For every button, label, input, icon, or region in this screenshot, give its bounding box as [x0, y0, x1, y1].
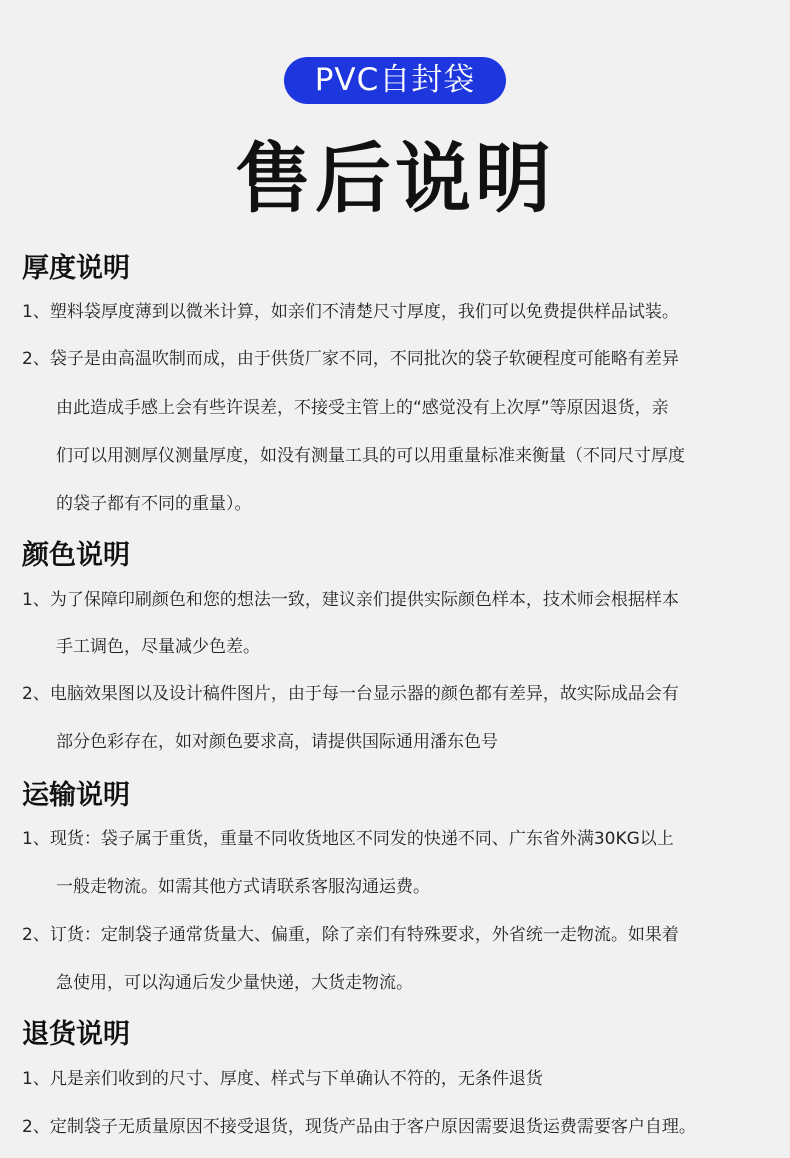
section-heading-shipping: 运输说明	[22, 780, 130, 811]
shipping-line-1: 1、现货：袋子属于重货，重量不同收货地区不同发的快递不同、广东省外满30KG以上	[22, 829, 674, 849]
section-heading-returns: 退货说明	[22, 1019, 130, 1050]
section-heading-thickness: 厚度说明	[22, 253, 130, 284]
section-heading-color: 颜色说明	[22, 540, 130, 571]
returns-line-1: 1、凡是亲们收到的尺寸、厚度、样式与下单确认不符的，无条件退货	[22, 1069, 543, 1089]
thickness-line-1: 1、塑料袋厚度薄到以微米计算，如亲们不清楚尺寸厚度，我们可以免费提供样品试装。	[22, 302, 679, 322]
page-title: 售后说明	[235, 134, 555, 223]
thickness-line-5: 的袋子都有不同的重量）。	[56, 494, 252, 514]
thickness-line-2: 2、袋子是由高温吹制而成，由于供货厂家不同，不同批次的袋子软硬程度可能略有差异	[22, 349, 679, 369]
returns-line-2: 2、定制袋子无质量原因不接受退货，现货产品由于客户原因需要退货运费需要客户自理。	[22, 1117, 696, 1137]
thickness-line-3: 由此造成手感上会有些许误差，不接受主管上的“感觉没有上次厚”等原因退货，亲	[56, 398, 669, 418]
color-line-3: 2、电脑效果图以及设计稿件图片，由于每一台显示器的颜色都有差异，故实际成品会有	[22, 684, 679, 704]
shipping-line-4: 急使用，可以沟通后发少量快递，大货走物流。	[56, 973, 413, 993]
color-line-2: 手工调色，尽量减少色差。	[56, 637, 260, 657]
shipping-line-2: 一般走物流。如需其他方式请联系客服沟通运费。	[56, 877, 430, 897]
thickness-line-4: 们可以用测厚仪测量厚度，如没有测量工具的可以用重量标准来衡量（不同尺寸厚度	[56, 446, 685, 466]
color-line-1: 1、为了保障印刷颜色和您的想法一致，建议亲们提供实际颜色样本，技术师会根据样本	[22, 590, 679, 610]
color-line-4: 部分色彩存在，如对颜色要求高，请提供国际通用潘东色号	[56, 732, 498, 752]
shipping-line-3: 2、订货：定制袋子通常货量大、偏重，除了亲们有特殊要求，外省统一走物流。如果着	[22, 925, 679, 945]
product-badge: PVC自封袋	[284, 57, 506, 104]
